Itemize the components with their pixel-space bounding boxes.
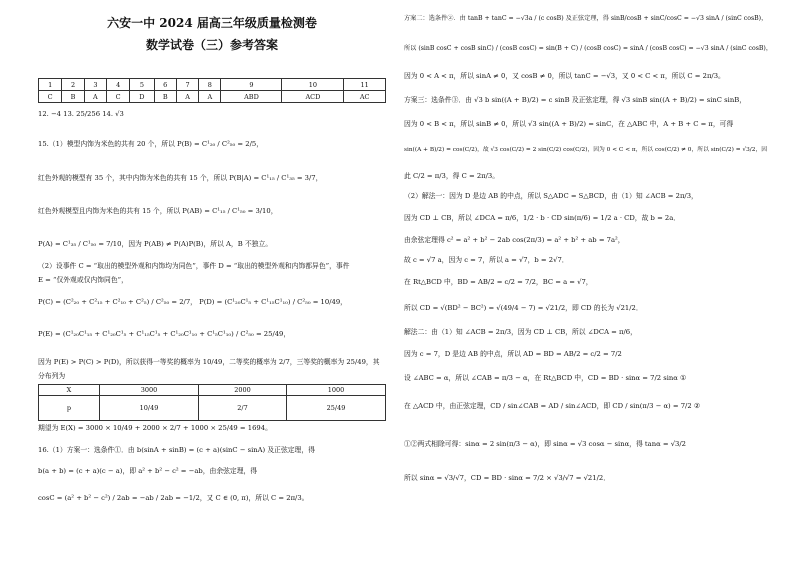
right-column <box>404 0 772 561</box>
q15-part1-line4: P(A) = C¹₃₅ / C¹₅₀ = 7/10，因为 P(AB) ≠ P(A)P(B)，所以 A，B 不独立。 <box>38 240 273 248</box>
page-subtitle: 数学试卷（三）参考答案 <box>145 38 278 52</box>
distribution-x-cell: 2000 <box>198 385 286 396</box>
q15-part2-line2: E = “仅外观或仅内饰同色”， <box>38 276 128 284</box>
distribution-x-cell: 3000 <box>100 385 199 396</box>
q16-option3-line3: sin((A + B)/2) = cos(C/2)，故 √3 cos(C/2) = 2 sin(C/2) cos(C/2)，因为 0 < C < π，所以 cos(C/2) ≠ 0，所以 sin(C/2) = √3/2，因 <box>404 147 768 153</box>
q16-method2-line4: 在 △ACD 中，由正弦定理，CD / sin∠CAB = AD / sin∠ACD，即 CD / sin(π/3 − α) = 7/2 ② <box>404 402 700 410</box>
distribution-p-cell: 25/49 <box>287 396 386 421</box>
q15-prob-c-d: P(C) = (C²₂₀ + C²₁₅ + C²₁₀ + C²₅) / C²₅₀ = 2/7， P(D) = (C¹₂₀C¹₅ + C¹₁₅C¹₁₀) / C²₅₀ = 10/49， <box>38 298 347 306</box>
q16-part2-line6: 所以 CD = √(BD² − BC²) = √(49/4 − 7) = √21/2，即 CD 的长为 √21/2． <box>404 304 643 312</box>
answer-cell: D <box>130 91 154 103</box>
answer-cell: A <box>84 91 106 103</box>
q15-expectation: 期望为 E(X) = 3000 × 10/49 + 2000 × 2/7 + 1000 × 25/49 = 1694。 <box>38 424 272 432</box>
q15-prob-e: P(E) = (C¹₂₀C¹₁₅ + C¹₂₀C¹₅ + C¹₁₅C¹₅ + C¹₂₀C¹₁₀ + C¹₅C¹₁₀) / C²₅₀ = 25/49， <box>38 330 291 338</box>
answer-number: 2 <box>62 79 85 91</box>
answer-number: 9 <box>221 79 282 91</box>
distribution-x-row <box>39 385 386 396</box>
answer-number: 8 <box>199 79 221 91</box>
answer-number: 3 <box>84 79 106 91</box>
answer-number: 7 <box>177 79 199 91</box>
q15-part1-line1: 15.（1）模型内饰为米色的共有 20 个，所以 P(B) = C¹₂₀ / C²₅₀ = 2/5， <box>38 140 264 148</box>
answer-cell: C <box>39 91 62 103</box>
answer-cell: B <box>62 91 85 103</box>
q16-part2-line4: 故 c = √7 a，因为 c = 7，所以 a = √7，b = 2√7． <box>404 256 569 264</box>
distribution-p-row <box>39 396 386 421</box>
q15-part1-line2: 红色外观的模型有 35 个，其中内饰为米色的共有 15 个，所以 P(B|A) = C¹₁₅ / C¹₃₅ = 3/7， <box>38 174 323 182</box>
q16-option3-line4: 此 C/2 = π/3，得 C = 2π/3。 <box>404 172 500 180</box>
q16-method2-line5: ①②两式相除可得：sinα = 2 sin(π/3 − α)，即 sinα = √3 cosα − sinα，得 tanα = √3/2 <box>404 440 686 448</box>
q16-method2-line3: 设 ∠ABC = α，所以 ∠CAB = π/3 − α，在 Rt△BCD 中，CD = BD · sinα = 7/2 sinα ① <box>404 374 687 382</box>
left-column <box>38 0 386 561</box>
answer-cell: ABD <box>221 91 282 103</box>
answer-cell: C <box>107 91 130 103</box>
answer-number: 1 <box>39 79 62 91</box>
answer-number: 10 <box>282 79 344 91</box>
answer-table <box>38 78 386 103</box>
q16-option3-line2: 因为 0 < B < π，所以 sinB ≠ 0，所以 √3 sin((A + B)/2) = sinC，在 △ABC 中，A + B + C = π，可得 <box>404 120 734 128</box>
answers-12-14: 12. −4 13. 25/256 14. √3 <box>38 110 124 118</box>
q16-part2-line2: 因为 CD ⊥ CB，所以 ∠DCA = π/6，1/2 · b · CD sin(π/6) = 1/2 a · CD，故 b = 2a． <box>404 214 681 222</box>
q16-option2-line1: 方案二：选条件②．由 tanB + tanC = −√3a / (c cosB) 及正弦定理，得 sinB/cosB + sinC/cosC = −√3 sinA / (sinC cosB)， <box>404 15 768 22</box>
q15-prize-line2: 分布列为 <box>38 372 66 380</box>
answer-number: 11 <box>344 79 386 91</box>
answer-cell: A <box>199 91 221 103</box>
q16-method2-line2: 因为 c = 7，D 是边 AB 的中点，所以 AD = BD = AB/2 = c/2 = 7/2 <box>404 350 622 358</box>
q15-part1-line3: 红色外观模型且内饰为米色的共有 15 个，所以 P(AB) = C¹₁₅ / C¹₅₀ = 3/10， <box>38 207 278 215</box>
q16-part2-line3: 由余弦定理得 c² = a² + b² − 2ab cos(2π/3) = a² + b² + ab = 7a²， <box>404 236 625 244</box>
distribution-table <box>38 384 386 421</box>
answer-cell: B <box>154 91 177 103</box>
q16-method2-line1: 解法二：由（1）知 ∠ACB = 2π/3，因为 CD ⊥ CB，所以 ∠DCA = π/6， <box>404 328 637 336</box>
q16-line3: cosC = (a² + b² − c²) / 2ab = −ab / 2ab = −1/2，又 C ∈ (0, π)，所以 C = 2π/3。 <box>38 494 309 502</box>
answer-table-answer-row <box>39 91 386 103</box>
q16-method2-line6: 所以 sinα = √3/√7，CD = BD · sinα = 7/2 × √3/√7 = √21/2． <box>404 474 610 482</box>
answer-number: 6 <box>154 79 177 91</box>
q16-option2-line2: 所以 (sinB cosC + cosB sinC) / (cosB cosC) = sin(B + C) / (cosB cosC) = sinA / (cosB cosC) = −√3 sinA / (sinC cosB)， <box>404 45 773 52</box>
answer-number: 4 <box>107 79 130 91</box>
q15-prize-line1: 因为 P(E) > P(C) > P(D)，所以获得一等奖的概率为 10/49，二等奖的概率为 2/7，三等奖的概率为 25/49，其 <box>38 358 380 366</box>
distribution-p-cell: 10/49 <box>100 396 199 421</box>
q16-part2-line1: （2）解法一：因为 D 是边 AB 的中点，所以 S△ADC = S△BCD，由（1）知 ∠ACB = 2π/3， <box>404 192 698 200</box>
distribution-p-cell: 2/7 <box>198 396 286 421</box>
distribution-x-cell: 1000 <box>287 385 386 396</box>
q16-part2-line5: 在 Rt△BCD 中，BD = AB/2 = c/2 = 7/2，BC = a = √7， <box>404 278 593 286</box>
q15-part2-line1: （2）设事件 C = “取出的模型外观和内饰均为同色”，事件 D = “取出的模型外观和内饰都异色”，事件 <box>38 262 350 270</box>
answer-table-number-row <box>39 79 386 91</box>
distribution-x-label: X <box>39 385 100 396</box>
answer-cell: AC <box>344 91 386 103</box>
page-title: 六安一中 2024 届高三年级质量检测卷 <box>107 16 317 30</box>
answer-number: 5 <box>130 79 154 91</box>
q16-option3-line1: 方案三：选条件③．由 √3 b sin((A + B)/2) = c sinB 及正弦定理，得 √3 sinB sin((A + B)/2) = sinC sinB， <box>404 96 746 104</box>
distribution-p-label: p <box>39 396 100 421</box>
q16-line2: b(a + b) = (c + a)(c − a)，即 a² + b² − c² = −ab，由余弦定理，得 <box>38 467 258 475</box>
q16-line1: 16.（1）方案一：选条件①．由 b(sinA + sinB) = (c + a)(sinC − sinA) 及正弦定理，得 <box>38 446 315 454</box>
answer-cell: ACD <box>282 91 344 103</box>
q16-option2-line3: 因为 0 < A < π，所以 sinA ≠ 0，又 cosB ≠ 0，所以 tanC = −√3，又 0 < C < π，所以 C = 2π/3。 <box>404 72 725 80</box>
answer-cell: A <box>177 91 199 103</box>
